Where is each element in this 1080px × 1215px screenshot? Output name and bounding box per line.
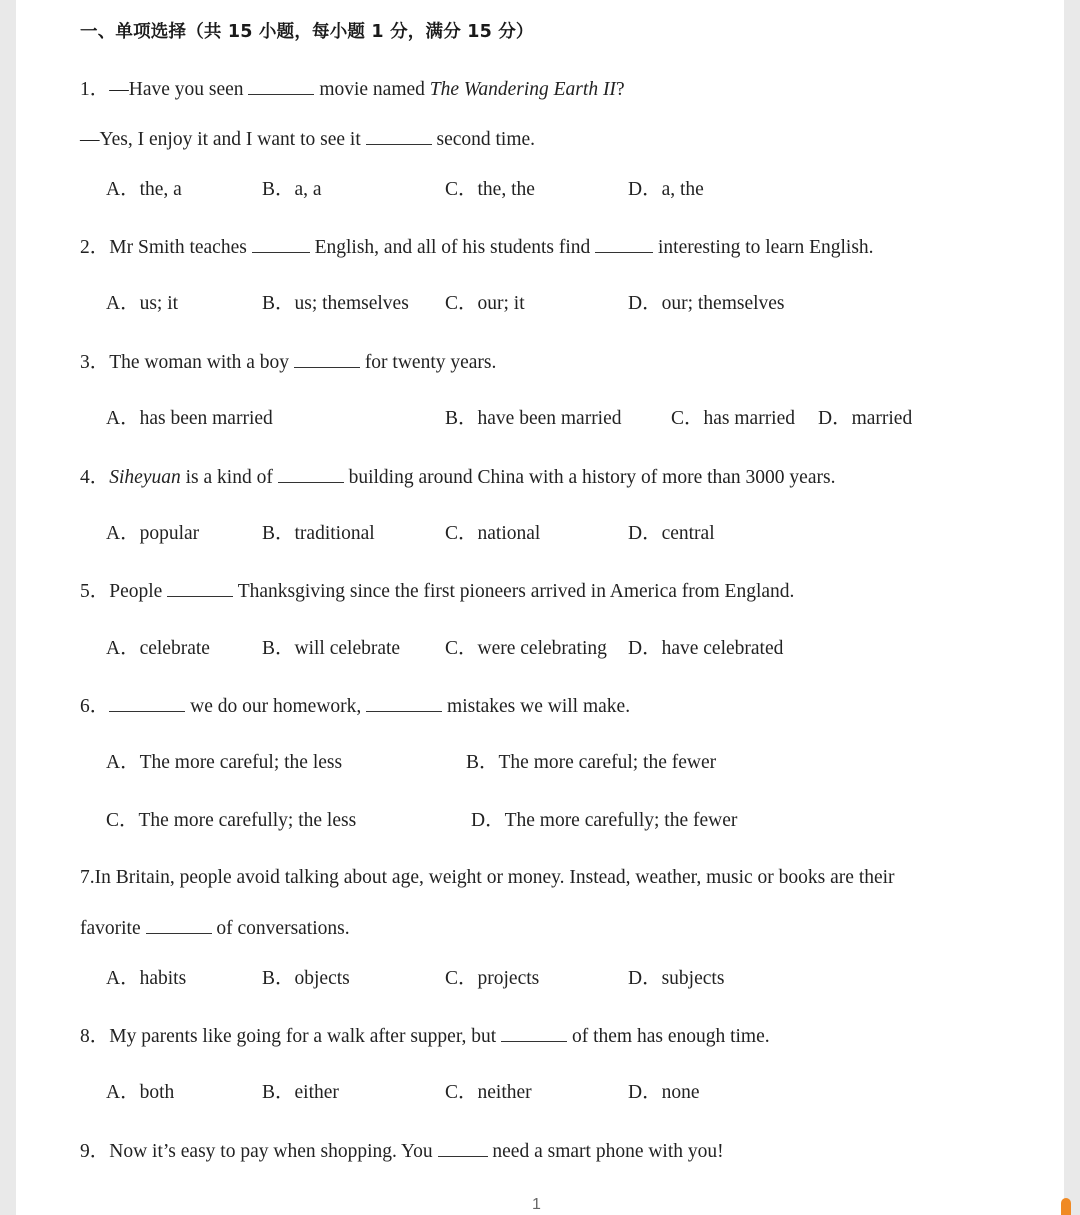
q8-option-c: C．neither	[445, 1082, 532, 1103]
q3-option-c: C．has married	[671, 408, 796, 429]
question-4: 4．Siheyuan is a kind of building around China with a history of more than 3000 years.	[80, 467, 836, 488]
q2-option-b: B．us; themselves	[262, 293, 409, 314]
q1-option-b: B．a, a	[262, 179, 322, 200]
q4-option-b: B．traditional	[262, 523, 375, 544]
q7-option-c: C．projects	[445, 968, 540, 989]
q2-option-d: D．our; themselves	[628, 293, 785, 314]
blank	[366, 127, 432, 145]
q1-option-d: D．a, the	[628, 179, 704, 200]
blank	[278, 465, 344, 483]
q6-option-a: A．The more careful; the less	[106, 752, 343, 773]
question-5: 5．People Thanksgiving since the first pioneers arrived in America from England.	[80, 581, 795, 602]
q5-option-c: C．were celebrating	[445, 638, 607, 659]
q4-option-d: D．central	[628, 523, 715, 544]
q5-option-b: B．will celebrate	[262, 638, 401, 659]
question-8: 8．My parents like going for a walk after supper, but of them has enough time.	[80, 1026, 770, 1047]
q7-option-d: D．subjects	[628, 968, 725, 989]
question-1-line-2: —Yes, I enjoy it and I want to see it second time.	[80, 129, 536, 150]
section-heading: 一、单项选择（共 15 小题，每小题 1 分，满分 15 分）	[80, 22, 534, 42]
q6-option-d: D．The more carefully; the fewer	[471, 810, 738, 831]
q2-option-c: C．our; it	[445, 293, 525, 314]
q3-option-a: A．has been married	[106, 408, 273, 429]
blank	[167, 579, 233, 597]
page-number: 1	[532, 1196, 541, 1213]
question-3: 3．The woman with a boy for twenty years.	[80, 352, 497, 373]
q3-option-d: D．married	[818, 408, 913, 429]
blank	[501, 1024, 567, 1042]
blank	[248, 77, 314, 95]
blank	[294, 350, 360, 368]
q2-option-a: A．us; it	[106, 293, 179, 314]
q7-option-a: A．habits	[106, 968, 187, 989]
q4-option-a: A．popular	[106, 523, 200, 544]
q5-option-a: A．celebrate	[106, 638, 210, 659]
question-7-line-1: 7.In Britain, people avoid talking about age, weight or money. Instead, weather, music or books are their	[80, 867, 895, 888]
scrollbar-thumb[interactable]	[1061, 1198, 1071, 1215]
q1-option-c: C．the, the	[445, 179, 535, 200]
q4-option-c: C．national	[445, 523, 541, 544]
question-6: 6． we do our homework, mistakes we will make.	[80, 696, 631, 717]
q3-option-b: B．have been married	[445, 408, 622, 429]
question-9: 9．Now it’s easy to pay when shopping. You need a smart phone with you!	[80, 1141, 724, 1162]
question-2: 2．Mr Smith teaches English, and all of his students find interesting to learn English.	[80, 237, 874, 258]
q7-option-b: B．objects	[262, 968, 350, 989]
question-7-line-2: favorite of conversations.	[80, 918, 350, 939]
q5-option-d: D．have celebrated	[628, 638, 784, 659]
blank	[595, 235, 653, 253]
blank	[109, 694, 185, 712]
q8-option-d: D．none	[628, 1082, 700, 1103]
blank	[252, 235, 310, 253]
question-1-line-1: 1．—Have you seen movie named The Wandering Earth II?	[80, 79, 625, 100]
q1-option-a: A．the, a	[106, 179, 182, 200]
blank	[146, 916, 212, 934]
blank	[438, 1139, 488, 1157]
q6-option-c: C．The more carefully; the less	[106, 810, 357, 831]
blank	[366, 694, 442, 712]
q6-option-b: B．The more careful; the fewer	[466, 752, 717, 773]
q8-option-a: A．both	[106, 1082, 175, 1103]
q8-option-b: B．either	[262, 1082, 339, 1103]
